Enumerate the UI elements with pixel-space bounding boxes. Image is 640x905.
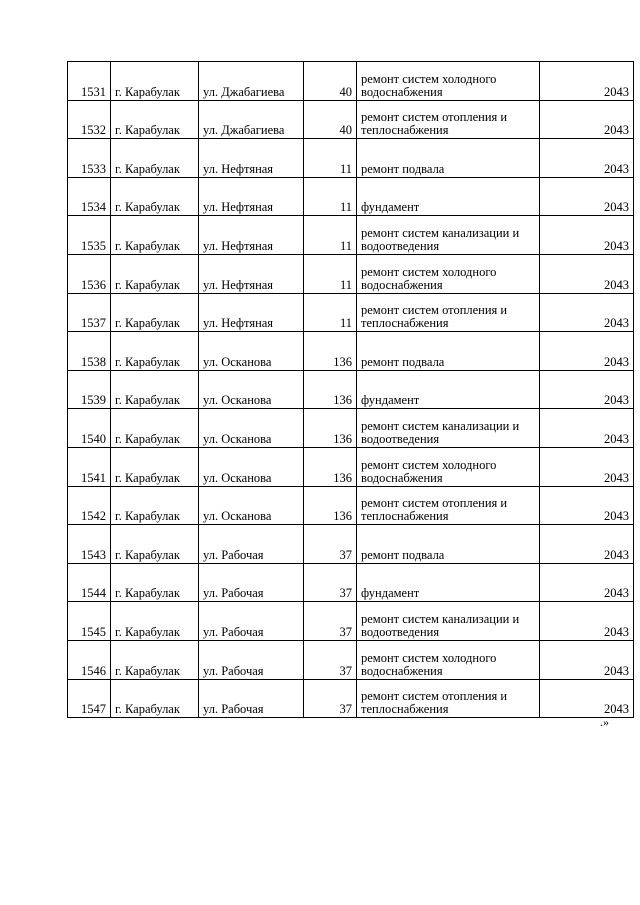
table-row [68, 679, 634, 718]
work-type-cell: ремонт систем отопления и теплоснабжения [357, 679, 540, 718]
work-type-cell: фундамент [357, 177, 540, 216]
year-cell: 2043 [540, 486, 634, 525]
table-row [68, 177, 634, 216]
city-cell: г. Карабулак [111, 563, 199, 602]
city-cell: г. Карабулак [111, 486, 199, 525]
street-cell: ул. Рабочая [199, 563, 304, 602]
year-cell: 2043 [540, 602, 634, 641]
table-row [68, 254, 634, 293]
house-number-cell: 136 [304, 486, 357, 525]
city-cell: г. Карабулак [111, 100, 199, 139]
city-cell: г. Карабулак [111, 216, 199, 255]
city-cell: г. Карабулак [111, 139, 199, 178]
street-cell: ул. Осканова [199, 409, 304, 448]
table-row [68, 486, 634, 525]
house-number-cell: 37 [304, 525, 357, 564]
house-number-cell: 37 [304, 640, 357, 679]
year-cell: 2043 [540, 100, 634, 139]
house-number-cell: 136 [304, 447, 357, 486]
city-cell: г. Карабулак [111, 370, 199, 409]
city-cell: г. Карабулак [111, 602, 199, 641]
table-row [68, 216, 634, 255]
year-cell: 2043 [540, 216, 634, 255]
row-number-cell: 1532 [68, 100, 111, 139]
street-cell: ул. Нефтяная [199, 177, 304, 216]
street-cell: ул. Нефтяная [199, 293, 304, 332]
row-number-cell: 1531 [68, 62, 111, 101]
work-type-cell: ремонт систем канализации и водоотведения [357, 602, 540, 641]
house-number-cell: 136 [304, 370, 357, 409]
city-cell: г. Карабулак [111, 679, 199, 718]
year-cell: 2043 [540, 447, 634, 486]
table-row [68, 640, 634, 679]
work-type-cell: ремонт систем отопления и теплоснабжения [357, 100, 540, 139]
city-cell: г. Карабулак [111, 332, 199, 371]
year-cell: 2043 [540, 640, 634, 679]
work-type-cell: ремонт подвала [357, 332, 540, 371]
street-cell: ул. Осканова [199, 486, 304, 525]
table-row [68, 62, 634, 101]
city-cell: г. Карабулак [111, 525, 199, 564]
city-cell: г. Карабулак [111, 254, 199, 293]
year-cell: 2043 [540, 139, 634, 178]
work-type-cell: ремонт систем холодного водоснабжения [357, 447, 540, 486]
row-number-cell: 1538 [68, 332, 111, 371]
row-number-cell: 1541 [68, 447, 111, 486]
table-row [68, 602, 634, 641]
row-number-cell: 1533 [68, 139, 111, 178]
year-cell: 2043 [540, 62, 634, 101]
row-number-cell: 1547 [68, 679, 111, 718]
row-number-cell: 1534 [68, 177, 111, 216]
city-cell: г. Карабулак [111, 640, 199, 679]
street-cell: ул. Джабагиева [199, 100, 304, 139]
closing-quote-mark: .» [600, 715, 609, 729]
house-number-cell: 136 [304, 332, 357, 371]
street-cell: ул. Нефтяная [199, 216, 304, 255]
row-number-cell: 1545 [68, 602, 111, 641]
house-number-cell: 11 [304, 139, 357, 178]
work-type-cell: ремонт систем отопления и теплоснабжения [357, 486, 540, 525]
work-type-cell: фундамент [357, 370, 540, 409]
city-cell: г. Карабулак [111, 409, 199, 448]
house-number-cell: 136 [304, 409, 357, 448]
city-cell: г. Карабулак [111, 62, 199, 101]
street-cell: ул. Рабочая [199, 679, 304, 718]
year-cell: 2043 [540, 177, 634, 216]
work-type-cell: ремонт подвала [357, 139, 540, 178]
table-row [68, 139, 634, 178]
city-cell: г. Карабулак [111, 447, 199, 486]
house-number-cell: 40 [304, 62, 357, 101]
street-cell: ул. Нефтяная [199, 254, 304, 293]
city-cell: г. Карабулак [111, 293, 199, 332]
house-number-cell: 40 [304, 100, 357, 139]
street-cell: ул. Джабагиева [199, 62, 304, 101]
row-number-cell: 1546 [68, 640, 111, 679]
street-cell: ул. Осканова [199, 370, 304, 409]
street-cell: ул. Осканова [199, 447, 304, 486]
table-row [68, 332, 634, 371]
street-cell: ул. Нефтяная [199, 139, 304, 178]
house-number-cell: 11 [304, 216, 357, 255]
street-cell: ул. Рабочая [199, 640, 304, 679]
house-number-cell: 37 [304, 602, 357, 641]
year-cell: 2043 [540, 332, 634, 371]
repair-schedule-table [67, 61, 634, 718]
row-number-cell: 1537 [68, 293, 111, 332]
table-body [68, 62, 634, 718]
work-type-cell: ремонт систем канализации и водоотведения [357, 216, 540, 255]
year-cell: 2043 [540, 525, 634, 564]
year-cell: 2043 [540, 563, 634, 602]
work-type-cell: ремонт систем холодного водоснабжения [357, 640, 540, 679]
house-number-cell: 11 [304, 177, 357, 216]
table-row [68, 525, 634, 564]
row-number-cell: 1543 [68, 525, 111, 564]
table-row [68, 409, 634, 448]
year-cell: 2043 [540, 679, 634, 718]
table-row [68, 563, 634, 602]
work-type-cell: ремонт подвала [357, 525, 540, 564]
table-row [68, 447, 634, 486]
table-row [68, 100, 634, 139]
work-type-cell: ремонт систем холодного водоснабжения [357, 62, 540, 101]
street-cell: ул. Рабочая [199, 525, 304, 564]
city-cell: г. Карабулак [111, 177, 199, 216]
row-number-cell: 1544 [68, 563, 111, 602]
house-number-cell: 37 [304, 563, 357, 602]
table-row [68, 370, 634, 409]
street-cell: ул. Рабочая [199, 602, 304, 641]
year-cell: 2043 [540, 254, 634, 293]
street-cell: ул. Осканова [199, 332, 304, 371]
year-cell: 2043 [540, 293, 634, 332]
row-number-cell: 1536 [68, 254, 111, 293]
row-number-cell: 1542 [68, 486, 111, 525]
row-number-cell: 1539 [68, 370, 111, 409]
row-number-cell: 1540 [68, 409, 111, 448]
house-number-cell: 37 [304, 679, 357, 718]
year-cell: 2043 [540, 409, 634, 448]
row-number-cell: 1535 [68, 216, 111, 255]
year-cell: 2043 [540, 370, 634, 409]
work-type-cell: ремонт систем холодного водоснабжения [357, 254, 540, 293]
work-type-cell: фундамент [357, 563, 540, 602]
work-type-cell: ремонт систем канализации и водоотведения [357, 409, 540, 448]
house-number-cell: 11 [304, 293, 357, 332]
table-row [68, 293, 634, 332]
house-number-cell: 11 [304, 254, 357, 293]
work-type-cell: ремонт систем отопления и теплоснабжения [357, 293, 540, 332]
